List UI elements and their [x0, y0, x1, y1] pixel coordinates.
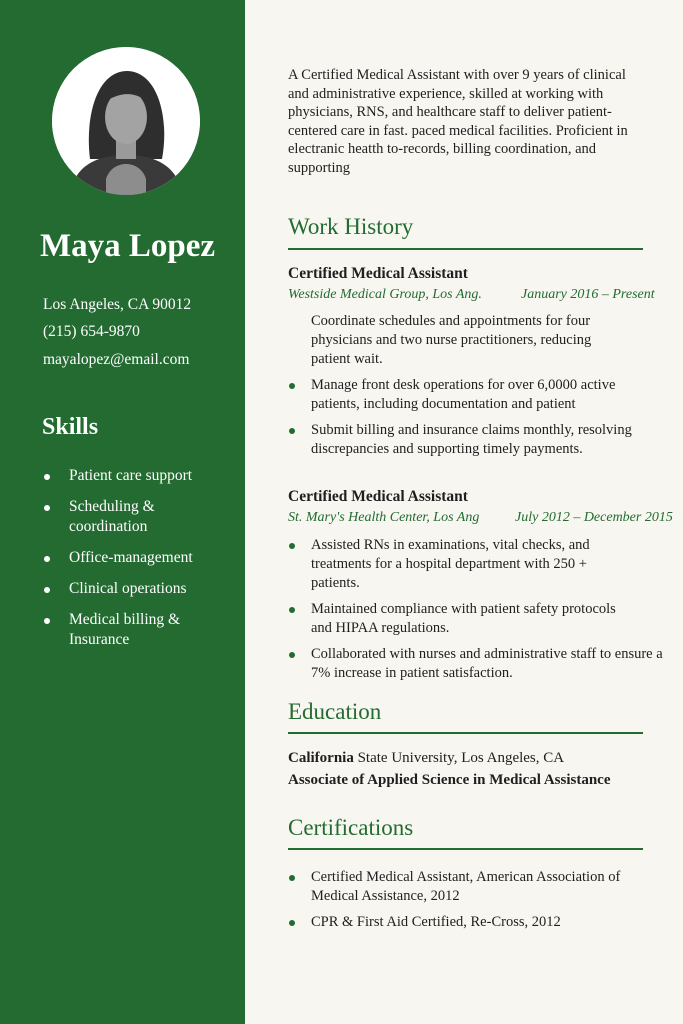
sidebar	[0, 0, 245, 1024]
job-dates: January 2016 – Present	[521, 287, 655, 302]
contact-location: Los Angeles, CA 90012	[43, 296, 192, 313]
education-heading: Education	[288, 699, 382, 724]
skill-item: Medical billing & Insurance	[42, 610, 182, 650]
work-history-heading: Work History	[288, 214, 414, 239]
skills-list	[42, 466, 232, 661]
job-employer: St. Mary's Health Center, Los Ang	[288, 510, 480, 525]
section-divider	[288, 732, 643, 734]
list-item: Certified Medical Assistant, American Association of Medical Assistance, 2012	[288, 868, 658, 906]
job-meta	[288, 287, 655, 303]
job-employer: Westside Medical Group, Los Ang.	[288, 287, 482, 302]
user-silhouette-icon	[52, 47, 200, 195]
education-degree: Associate of Applied Science in Medical Assistance	[288, 772, 611, 788]
certifications-list	[288, 868, 663, 939]
list-item: Collaborated with nurses and administrative staff to ensure a 7% increase in patient satisfaction.	[288, 645, 663, 683]
job-bullets	[288, 312, 663, 466]
list-item: Maintained compliance with patient safety protocols and HIPAA regulations.	[288, 600, 618, 638]
list-item: Assisted RNs in examinations, vital checks, and treatments for a hospital department with 250 + patients.	[288, 536, 638, 593]
job-dates: July 2012 – December 2015	[515, 510, 673, 525]
section-divider	[288, 848, 643, 850]
contact-phone: (215) 654-9870	[43, 323, 140, 340]
certifications-heading: Certifications	[288, 815, 414, 840]
school-name-rest: State University, Los Angeles, CA	[353, 750, 565, 766]
skill-item: Clinical operations	[42, 579, 232, 599]
contact-email: mayalopez@email.com	[43, 351, 190, 368]
list-item: Submit billing and insurance claims monthly, resolving discrepancies and supporting timely payments.	[288, 421, 633, 459]
skills-heading: Skills	[42, 414, 99, 440]
job-meta	[288, 510, 673, 526]
professional-summary: A Certified Medical Assistant with over 9 years of clinical and administrative experience, skilled at working with physicians, RNS, and healthcare staff to deliver patient-centered care in fast. paced medical facilities. Proficient in electranic heatth to-records, billing coordination, and supporting	[288, 67, 628, 176]
section-divider	[288, 248, 643, 250]
skill-item: Scheduling & coordination	[42, 497, 232, 537]
skill-item: Patient care support	[42, 466, 232, 486]
school-name-bold: California	[288, 750, 354, 766]
skill-item: Office-management	[42, 548, 232, 568]
job-title: Certified Medical Assistant	[288, 488, 468, 505]
avatar	[52, 47, 200, 195]
job-bullets	[288, 536, 663, 690]
education-school	[288, 750, 564, 767]
list-item: CPR & First Aid Certified, Re-Cross, 2012	[288, 913, 663, 932]
list-item: Manage front desk operations for over 6,0000 active patients, including documentation and patient	[288, 376, 663, 414]
candidate-name: Maya Lopez	[40, 228, 216, 264]
list-item: Coordinate schedules and appointments for four physicians and two nurse practitioners, reducing patient wait.	[311, 313, 592, 367]
job-title: Certified Medical Assistant	[288, 265, 468, 282]
